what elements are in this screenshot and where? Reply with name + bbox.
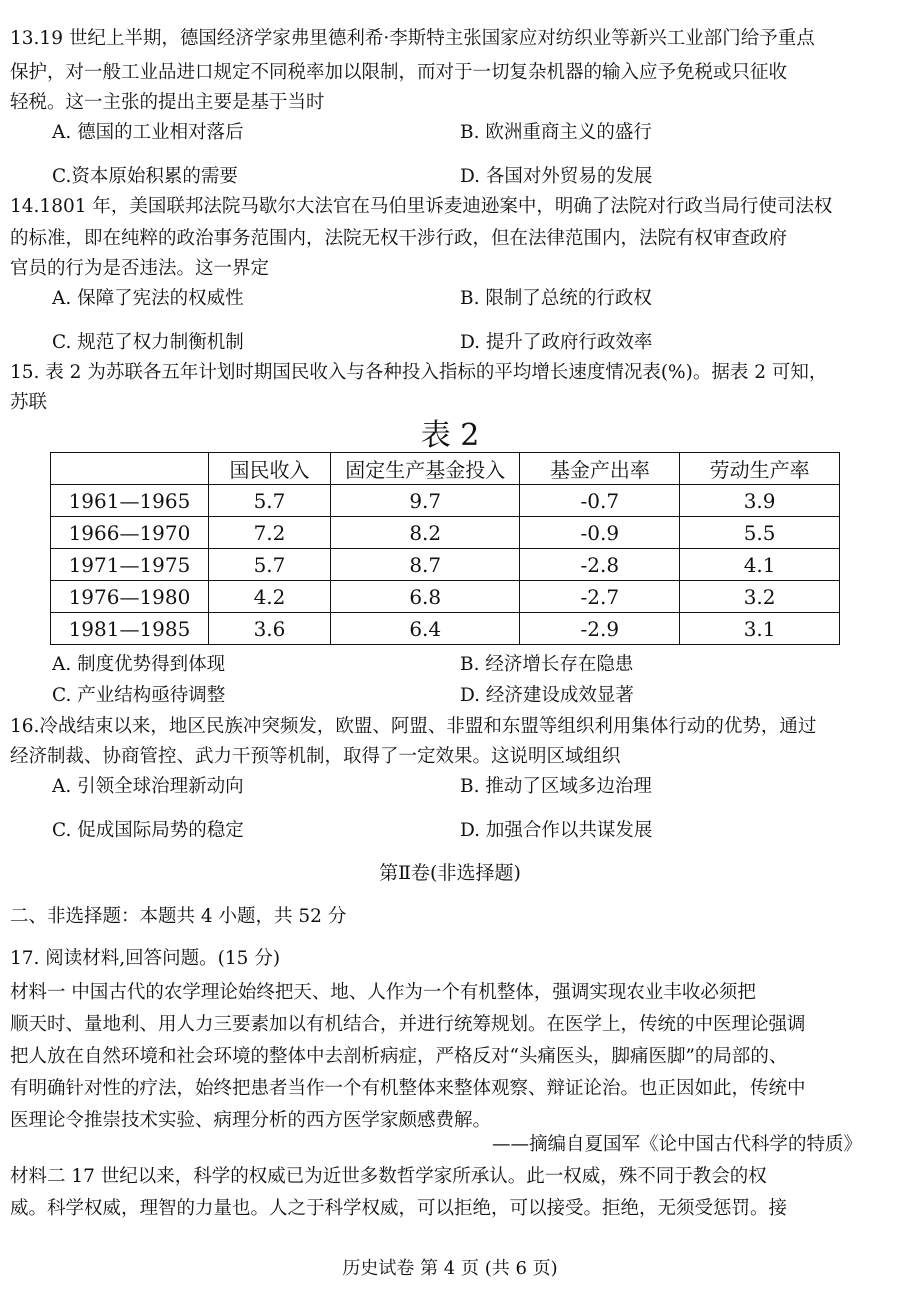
table-cell: 3.9 bbox=[680, 485, 840, 517]
table-cell: 4.1 bbox=[680, 549, 840, 581]
table-cell: 1966—1970 bbox=[51, 517, 209, 549]
table-cell: -0.9 bbox=[520, 517, 680, 549]
table-cell: 6.4 bbox=[331, 613, 520, 645]
table-cell: 1976—1980 bbox=[51, 581, 209, 613]
q17-material1-line: 材料一 中国古代的农学理论始终把天、地、人作为一个有机整体，强调实现农业丰收必须把 bbox=[10, 982, 756, 1003]
q16-option-a[interactable]: A. 引领全球治理新动向 bbox=[52, 776, 244, 797]
table-row bbox=[51, 581, 840, 613]
table-cell: 1961—1965 bbox=[51, 485, 209, 517]
table-cell: -2.9 bbox=[520, 613, 680, 645]
q17-title: 17. 阅读材料,回答问题。(15 分) bbox=[10, 948, 281, 969]
table-header-cell: 固定生产基金投入 bbox=[331, 453, 520, 485]
q16-line-2: 经济制裁、协商管控、武力干预等机制，取得了一定效果。这说明区域组织 bbox=[10, 746, 621, 767]
table-header-cell: 劳动生产率 bbox=[680, 453, 840, 485]
table-cell: 5.7 bbox=[208, 549, 330, 581]
table-cell: 5.5 bbox=[680, 517, 840, 549]
table-cell: 5.7 bbox=[208, 485, 330, 517]
table-row bbox=[51, 517, 840, 549]
table-cell: 8.7 bbox=[331, 549, 520, 581]
q17-material1-line: 把人放在自然环境和社会环境的整体中去剖析病症，严格反对“头痛医头，脚痛医脚”的局部的、 bbox=[10, 1046, 788, 1067]
q17-material2-line: 材料二 17 世纪以来，科学的权威已为近世多数哲学家所承认。此一权威，殊不同于教会的权 bbox=[10, 1166, 767, 1187]
q13-line-3: 轻税。这一主张的提出主要是基于当时 bbox=[10, 92, 325, 113]
table-header-cell: 国民收入 bbox=[208, 453, 330, 485]
table-caption: 表 2 bbox=[420, 418, 480, 453]
table-cell: 3.1 bbox=[680, 613, 840, 645]
q14-option-b[interactable]: B. 限制了总统的行政权 bbox=[460, 288, 652, 309]
q17-material1-line: 医理论令推崇技术实验、病理分析的西方医学家颇感费解。 bbox=[10, 1110, 492, 1131]
q14-line-2: 的标准，即在纯粹的政治事务范围内，法院无权干涉行政，但在法律范围内，法院有权审查政府 bbox=[10, 228, 788, 249]
q17-material1-line: 顺天时、量地利、用人力三要素加以有机结合，并进行统筹规划。在医学上，传统的中医理论强调 bbox=[10, 1014, 806, 1035]
table-cell: 1981—1985 bbox=[51, 613, 209, 645]
part2-intro: 二、非选择题：本题共 4 小题，共 52 分 bbox=[10, 906, 347, 927]
q17-material2-line: 威。科学权威，理智的力量也。人之于科学权威，可以拒绝，可以接受。拒绝，无须受惩罚。接 bbox=[10, 1198, 788, 1219]
q15-option-b[interactable]: B. 经济增长存在隐患 bbox=[460, 654, 634, 675]
q16-option-d[interactable]: D. 加强合作以共谋发展 bbox=[460, 820, 653, 841]
table-header-row bbox=[51, 453, 840, 485]
part2-title: 第Ⅱ卷(非选择题) bbox=[379, 862, 521, 884]
table-cell: -2.7 bbox=[520, 581, 680, 613]
q13-option-c[interactable]: C.资本原始积累的需要 bbox=[52, 166, 238, 187]
table-row bbox=[51, 613, 840, 645]
q13-line-2: 保护，对一般工业品进口规定不同税率加以限制，而对于一切复杂机器的输入应予免税或只征收 bbox=[10, 62, 788, 83]
q14-option-c[interactable]: C. 规范了权力制衡机制 bbox=[52, 332, 244, 353]
table-header-cell: 基金产出率 bbox=[520, 453, 680, 485]
table-row bbox=[51, 549, 840, 581]
q17-material1-line: 有明确针对性的疗法，始终把患者当作一个有机整体来整体观察、辩证论治。也正因如此，传统中 bbox=[10, 1078, 806, 1099]
table-row bbox=[51, 485, 840, 517]
q16-option-b[interactable]: B. 推动了区域多边治理 bbox=[460, 776, 652, 797]
q15-option-d[interactable]: D. 经济建设成效显著 bbox=[460, 685, 634, 706]
q14-line-1: 14.1801 年，美国联邦法院马歇尔大法官在马伯里诉麦迪逊案中，明确了法院对行政当局行使司法权 bbox=[10, 196, 833, 217]
q16-line-1: 16.冷战结束以来，地区民族冲突频发，欧盟、阿盟、非盟和东盟等组织利用集体行动的优势，通过 bbox=[10, 716, 817, 737]
table-cell: 7.2 bbox=[208, 517, 330, 549]
table-cell: 3.6 bbox=[208, 613, 330, 645]
q15-option-c[interactable]: C. 产业结构亟待调整 bbox=[52, 685, 226, 706]
q13-option-b[interactable]: B. 欧洲重商主义的盛行 bbox=[460, 122, 652, 143]
q14-option-d[interactable]: D. 提升了政府行政效率 bbox=[460, 332, 653, 353]
q13-option-a[interactable]: A. 德国的工业相对落后 bbox=[52, 122, 244, 143]
q15-option-a[interactable]: A. 制度优势得到体现 bbox=[52, 654, 226, 675]
q15-line-1: 15. 表 2 为苏联各五年计划时期国民收入与各种投入指标的平均增长速度情况表(%)。据表 2 可知， bbox=[10, 362, 828, 383]
table-cell: 3.2 bbox=[680, 581, 840, 613]
q13-line-1: 13.19 世纪上半期，德国经济学家弗里德利希·李斯特主张国家应对纺织业等新兴工业部门给予重点 bbox=[10, 28, 815, 49]
table-cell: -2.8 bbox=[520, 549, 680, 581]
table-cell: -0.7 bbox=[520, 485, 680, 517]
table-header-cell bbox=[51, 453, 209, 485]
q13-option-d[interactable]: D. 各国对外贸易的发展 bbox=[460, 166, 653, 187]
q17-source1: ——摘编自夏国军《论中国古代科学的特质》 bbox=[491, 1134, 862, 1155]
q16-option-c[interactable]: C. 促成国际局势的稳定 bbox=[52, 820, 244, 841]
table-cell: 1971—1975 bbox=[51, 549, 209, 581]
page-footer: 历史试卷 第 4 页 (共 6 页) bbox=[342, 1258, 558, 1279]
table-cell: 4.2 bbox=[208, 581, 330, 613]
table-cell: 9.7 bbox=[331, 485, 520, 517]
q15-line-2: 苏联 bbox=[10, 392, 48, 413]
table-cell: 6.8 bbox=[331, 581, 520, 613]
table-cell: 8.2 bbox=[331, 517, 520, 549]
data-table bbox=[50, 452, 840, 645]
q14-option-a[interactable]: A. 保障了宪法的权威性 bbox=[52, 288, 244, 309]
q14-line-3: 官员的行为是否违法。这一界定 bbox=[10, 258, 270, 279]
